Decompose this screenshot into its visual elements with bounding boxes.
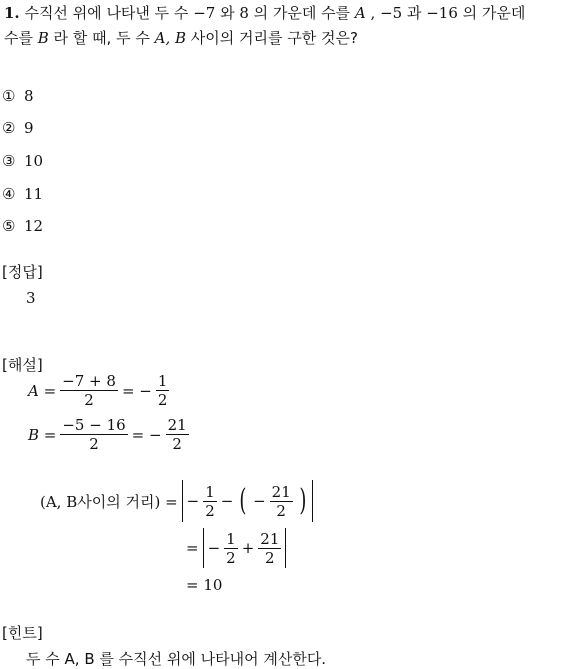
option-marker: ③ [2, 152, 16, 170]
equation-A [28, 372, 169, 409]
q-text: 과 [402, 4, 427, 22]
numerator: 21 [167, 416, 187, 434]
option-value: 11 [24, 185, 44, 203]
option-marker: ④ [2, 185, 16, 203]
fraction [166, 416, 189, 453]
abs-bar-right [285, 528, 286, 568]
option-5[interactable] [2, 217, 43, 235]
option-marker: ② [2, 119, 16, 137]
abs-bar-right [312, 480, 313, 522]
eq-equals: = [186, 539, 199, 557]
q-text: 라 할 때, 두 수 [48, 29, 155, 47]
q-text: 사이의 거리를 구한 것은? [186, 29, 358, 47]
numerator: 21 [260, 529, 280, 548]
question-number: 1. [4, 4, 20, 22]
operator: − [220, 492, 234, 510]
q-num: −7 [193, 4, 216, 22]
minus-sign: − [207, 539, 221, 557]
q-num: −5 [380, 4, 403, 22]
option-3[interactable] [2, 152, 43, 170]
eq-equals: = − [131, 425, 162, 444]
numerator: 1 [205, 482, 215, 501]
q-text: 의 가운데 수를 [248, 4, 355, 22]
fraction [156, 372, 170, 409]
numerator: −7 + 8 [62, 372, 116, 390]
numerator: 21 [271, 482, 291, 501]
hint-label: [힌트] [2, 624, 43, 642]
q-var: B [37, 29, 49, 47]
q-num: −16 [426, 4, 458, 22]
q-text: , [365, 4, 381, 22]
numerator: 1 [226, 529, 236, 548]
option-value: 12 [24, 217, 44, 235]
denominator: 2 [166, 434, 189, 453]
eq-lhs: A = [28, 381, 57, 400]
denominator: 2 [205, 501, 215, 520]
distance-step-3: = 10 [186, 576, 223, 594]
option-marker: ⑤ [2, 217, 16, 235]
solution-label: [해설] [2, 356, 43, 374]
denominator: 2 [60, 390, 118, 409]
question-line-2 [4, 27, 358, 48]
fraction [224, 530, 238, 567]
fraction [60, 372, 118, 409]
option-marker: ① [2, 87, 16, 105]
minus-sign: − [253, 492, 266, 510]
numerator: 1 [157, 372, 168, 390]
denominator: 2 [157, 391, 168, 409]
fraction [270, 483, 293, 520]
answer-label: [정답] [2, 263, 43, 281]
distance-step-1 [40, 480, 313, 522]
q-var: A, B [154, 29, 187, 47]
abs-bar-left [203, 528, 204, 568]
answer-value: 3 [26, 289, 36, 307]
option-value: 8 [24, 87, 34, 105]
option-4[interactable] [2, 185, 43, 203]
left-paren: ( [239, 483, 247, 518]
option-value: 9 [24, 119, 34, 137]
abs-bar-left [182, 480, 183, 522]
denominator: 2 [60, 434, 127, 453]
q-text: 와 [215, 4, 240, 22]
denominator: 2 [226, 548, 236, 567]
q-var: A [354, 4, 366, 22]
option-1[interactable] [2, 87, 34, 105]
operator: + [241, 539, 255, 557]
q-text: 수직선 위에 나타낸 두 수 [24, 4, 194, 22]
option-2[interactable] [2, 119, 34, 137]
distance-step-2 [186, 528, 286, 568]
q-text: 수를 [4, 29, 38, 47]
numerator: −5 − 16 [62, 416, 126, 434]
option-value: 10 [24, 152, 44, 170]
eq-lhs: B = [28, 425, 57, 444]
q-text: 의 가운데 [457, 4, 526, 22]
distance-lhs: (A, B사이의 거리) = [40, 492, 178, 511]
minus-sign: − [186, 492, 200, 510]
denominator: 2 [270, 501, 293, 520]
right-paren: ) [299, 483, 307, 518]
fraction [203, 483, 217, 520]
fraction [258, 530, 281, 567]
equation-B [28, 416, 189, 453]
eq-equals: = − [121, 381, 152, 400]
question-line-1 [4, 2, 525, 23]
denominator: 2 [258, 548, 281, 567]
q-num: 8 [239, 4, 249, 22]
fraction [60, 416, 127, 453]
hint-text: 두 수 A, B 를 수직선 위에 나타내어 계산한다. [26, 650, 327, 668]
